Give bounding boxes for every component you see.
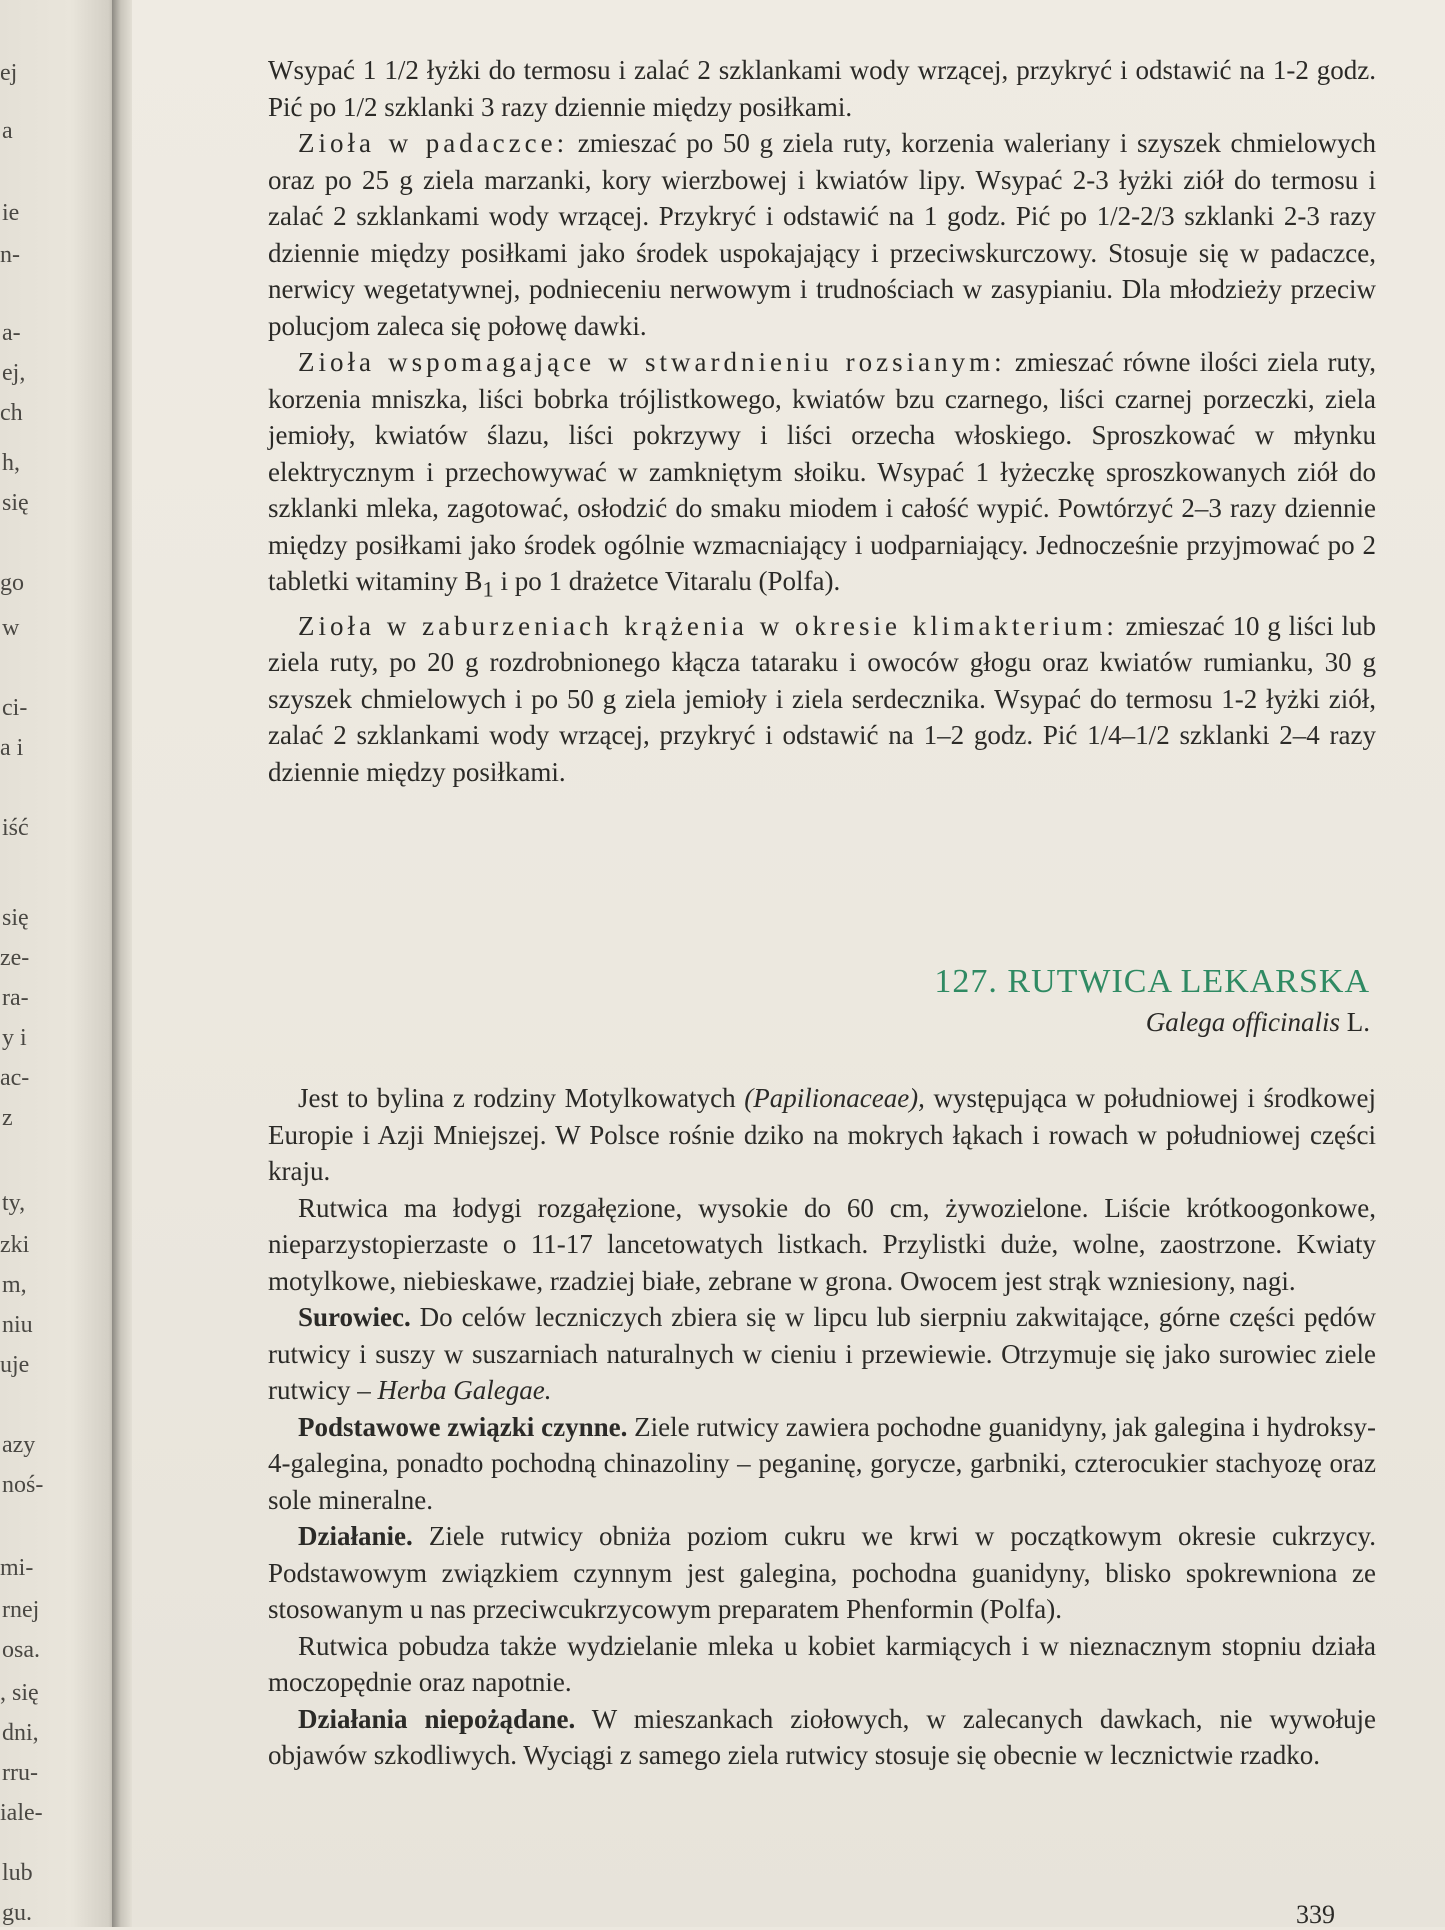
latin-name-italic: Galega officinalis: [1145, 1007, 1340, 1037]
facing-page-fragment: rnej: [2, 1597, 40, 1623]
latin-author: L.: [1346, 1007, 1370, 1037]
recipe-heading-circulation: Zioła w zaburzeniach krążenia w okresie klimakterium:: [298, 610, 1118, 641]
facing-page-fragment: ie: [2, 200, 20, 226]
facing-page-fragment: gu.: [2, 1900, 32, 1926]
facing-page-fragment: mi-: [0, 1555, 34, 1581]
recipe-heading-sclerosis: Zioła wspomagające w stwardnieniu rozsianym:: [298, 347, 1006, 377]
facing-page-fragment: n-: [0, 242, 20, 268]
heading-side-effects: Działania niepożądane.: [298, 1703, 576, 1734]
paragraph-dosage: Wsypać 1 1/2 łyżki do termosu i zalać 2 szklankami wody wrzącej, przykryć i odstawić na 1-2 godz. Pić po 1/2 szklanki 3 razy dziennie między posiłkami.: [268, 55, 1376, 122]
facing-page-fragment: rru-: [2, 1760, 38, 1786]
family-latin: (Papilionaceae),: [744, 1083, 925, 1113]
facing-page-fragment: azy: [2, 1432, 36, 1458]
paragraph-circulation: [268, 608, 1376, 791]
facing-page-fragment: go: [0, 570, 24, 596]
facing-page-fragment: iść: [2, 815, 29, 841]
facing-page-fragment: y i: [2, 1025, 27, 1051]
paragraph-compounds: Podstawowe związki czynne. Ziele rutwicy zawiera pochodne guanidyny, jak galegina i hydroksy-4-galegina, ponadto pochodną chinazoliny – peganinę, gorycze, garbniki, czterocukier stachyozę oraz sole mineralne.: [268, 1411, 1376, 1515]
paragraph-sclerosis: [268, 344, 1376, 608]
book-gutter: [112, 0, 134, 1927]
vitamin-subscript: 1: [482, 576, 494, 602]
facing-page-fragment: ch: [0, 400, 23, 426]
facing-page-fragment: a-: [2, 320, 21, 346]
paragraph-action: Działanie. Ziele rutwicy obniża poziom cukru we krwi w początkowym okresie cukrzycy. Podstawowym związkiem czynnym jest galegina, pochodna guanidyny, blisko spokrewniona ze stosowanym u nas przeciwcukrzycowym preparatem Phenformin (Polfa).: [268, 1521, 1376, 1624]
bottom-text-block: [268, 1080, 1376, 1774]
facing-page-fragment: w: [2, 615, 20, 641]
facing-page-fragment: a i: [0, 735, 24, 761]
paragraph-epilepsy: [268, 125, 1376, 344]
facing-page-fragment: ej,: [2, 360, 26, 386]
heading-raw-material: Surowiec.: [298, 1302, 411, 1332]
facing-page-fragment: m,: [2, 1272, 27, 1298]
facing-page-fragment: lub: [2, 1860, 33, 1886]
recipe-text-epilepsy: zmieszać po 50 g ziela ruty, korzenia waleriany i szyszek chmielowych oraz po 25 g ziela marzanki, kory wierzbowej i kwiatów lipy. Wsypać 2-3 łyżki ziół do termosu i zalać 2 szklankami wody wrzącej. Przykryć i odstawić na 1 godz. Pić po 1/2-2/3 szklanki 2-3 razy dziennie między posiłkami jako środek uspokajający i przeciwskurczowy. Stosuje się w padaczce, nerwicy wegetatywnej, podnieceniu nerwowym i trudnościach w zasypianiu. Dla młodzieży przeciw polucjom zaleca się połowę dawki.: [268, 128, 1376, 341]
facing-page-fragment: z: [2, 1105, 13, 1131]
facing-page-fragment: iale-: [0, 1800, 43, 1826]
facing-page-fragment: ac-: [0, 1065, 30, 1091]
facing-page-fragment: ej: [0, 60, 18, 86]
top-text-block: [268, 52, 1376, 790]
section-title: 127. RUTWICA LEKARSKA: [934, 963, 1370, 1000]
facing-page-fragment: ra-: [2, 985, 29, 1011]
heading-action: Działanie.: [298, 1521, 413, 1551]
facing-page-fragment: noś-: [2, 1472, 44, 1498]
latin-name: [268, 1004, 1370, 1040]
recipe-text-circulation: zmieszać 10 g liści lub ziela ruty, po 20 g rozdrobnionego kłącza tataraku i owoców głogu oraz kwiatów rumianku, 30 g szyszek chmielowych i po 50 g ziela jemioły i ziela serdecznika. Wsypać do termosu 1-2 łyżki ziół, zalać 2 szklankami wody wrzącej, przykryć i odstawić na 1–2 godz. Pić 1/4–1/2 szklanki 2–4 razy dziennie między posiłkami.: [268, 610, 1376, 787]
facing-page-fragment: się: [2, 905, 29, 931]
paragraph-description: Rutwica ma łodygi rozgałęzione, wysokie do 60 cm, żywozielone. Liście krótkoogonkowe, nieparzystopierzaste o 11-17 lancetowatych listkach. Przylistki duże, wolne, zaostrzone. Kwiaty motylkowe, niebieskawe, rzadziej białe, zebrane w grona. Owocem jest strąk wzniesiony, nagi.: [268, 1192, 1376, 1296]
facing-page-fragment: h,: [2, 450, 20, 476]
facing-page-fragment: , się: [0, 1680, 39, 1706]
recipe-text-sclerosis: zmieszać równe ilości ziela ruty, korzenia mniszka, liści bobrka trójlistkowego, kwiatów bzu czarnego, liści czarnej porzeczki, ziela jemioły, kwiatów ślazu, liści pokrzywy i liści orzecha włoskiego. Sproszkować w młynku elektrycznym i przechowywać w zamkniętym słoiku. Wsypać 1 łyżeczkę sproszkowanych ziół do szklanki mleka, zagotować, osłodzić do smaku miodem i całość wypić. Powtórzyć 2–3 razy dziennie między posiłkami jako środek ogólnie wzmacniający i uodparniający. Jednocześnie przyjmować po 2 tabletki witaminy B: [268, 347, 1376, 596]
recipe-text-sclerosis-end: i po 1 drażetce Vitaralu (Polfa).: [493, 566, 841, 596]
facing-page-fragment: niu: [2, 1312, 33, 1338]
section-heading: [268, 960, 1370, 1040]
facing-page-fragment: się: [2, 490, 29, 516]
paragraph-side-effects: Działania niepożądane. W mieszankach ziołowych, w zalecanych dawkach, nie wywołuje objawów szkodliwych. Wyciągi z samego ziela rutwicy stosuje się obecnie w lecznictwie rzadko.: [268, 1703, 1376, 1770]
heading-compounds: Podstawowe związki czynne.: [298, 1411, 628, 1442]
paragraph-raw-material: Surowiec. Do celów leczniczych zbiera się w lipcu lub sierpniu zakwitające, górne części pędów rutwicy i suszy w suszarniach naturalnych w cieniu i przewiewie. Otrzymuje się jako surowiec ziele rutwicy – Herba Galegae.: [268, 1302, 1376, 1405]
page-number: 339: [1296, 1900, 1335, 1929]
paragraph-lactation: Rutwica pobudza także wydzielanie mleka u kobiet karmiących i w nieznacznym stopniu działa moczopędnie oraz napotnie.: [268, 1630, 1376, 1697]
facing-page-fragment: ty,: [2, 1190, 26, 1216]
facing-page-fragment: uje: [0, 1352, 30, 1378]
facing-page-fragment: osa.: [2, 1637, 40, 1663]
herba-latin: Herba Galegae.: [377, 1375, 552, 1405]
paragraph-intro: Jest to bylina z rodziny Motylkowatych (Papilionaceae), występująca w południowej i środkowej Europie i Azji Mniejszej. W Polsce rośnie dziko na mokrych łąkach i rowach w południowej części kraju.: [268, 1083, 1376, 1186]
facing-page-fragment: ci-: [2, 695, 28, 721]
left-page-edge: [0, 0, 118, 1927]
facing-page-fragment: dni,: [2, 1720, 39, 1746]
facing-page-fragment: ze-: [0, 945, 30, 971]
facing-page-fragment: zki: [0, 1232, 30, 1258]
recipe-heading-epilepsy: Zioła w padaczce:: [298, 128, 569, 158]
facing-page-fragment: a: [2, 118, 13, 144]
